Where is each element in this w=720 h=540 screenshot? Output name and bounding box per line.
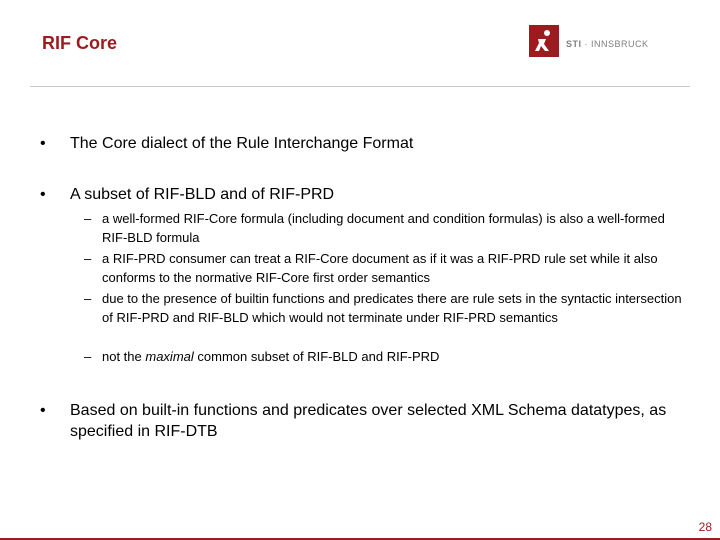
slide-header — [0, 0, 720, 88]
bullet-marker: • — [40, 186, 46, 203]
bullet-marker: • — [40, 402, 46, 419]
sub-bullet-text: a RIF-PRD consumer can treat a RIF-Core document as if it was a RIF-PRD rule set while it also conforms to the normative RIF-Core first order semantics — [102, 251, 658, 285]
sti-logo-text — [566, 39, 649, 49]
bullet-text: A subset of RIF-BLD and of RIF-PRD — [70, 186, 335, 203]
sub-bullet-marker: – — [84, 251, 92, 266]
sub-bullet-marker: – — [84, 291, 92, 306]
sub-bullet-text-after: common subset of RIF-BLD and RIF-PRD — [193, 349, 440, 364]
page-number: 28 — [698, 520, 712, 534]
figure-logo-icon — [529, 25, 559, 57]
logo-separator: · — [581, 39, 592, 49]
sub-bullet-text: due to the presence of builtin functions and predicates there are rule sets in the syntactic intersection of RIF-PRD and RIF-BLD which would not terminate under RIF-PRD semantics — [102, 291, 682, 325]
sub-bullet-marker: – — [84, 349, 92, 364]
header-divider — [30, 86, 690, 87]
logo-brand: STI — [566, 39, 582, 49]
bullet-marker: • — [40, 135, 46, 152]
sub-bullet-text — [102, 348, 682, 367]
bullet-text: The Core dialect of the Rule Interchange Format — [70, 135, 414, 152]
sub-bullet-emphasis: maximal — [145, 349, 194, 364]
slide-title: RIF Core — [42, 33, 118, 53]
bullet-text: Based on built-in functions and predicates over selected XML Schema datatypes, as specified in RIF-DTB — [70, 402, 667, 440]
sub-bullet-text: a well-formed RIF-Core formula (including document and condition formulas) is also a well-formed RIF-BLD formula — [102, 211, 665, 245]
logo-location: INNSBRUCK — [591, 39, 649, 49]
sub-bullet-text-before: not the — [102, 349, 146, 364]
sub-bullet-marker: – — [84, 211, 92, 226]
sti-logo-mark — [529, 25, 559, 57]
